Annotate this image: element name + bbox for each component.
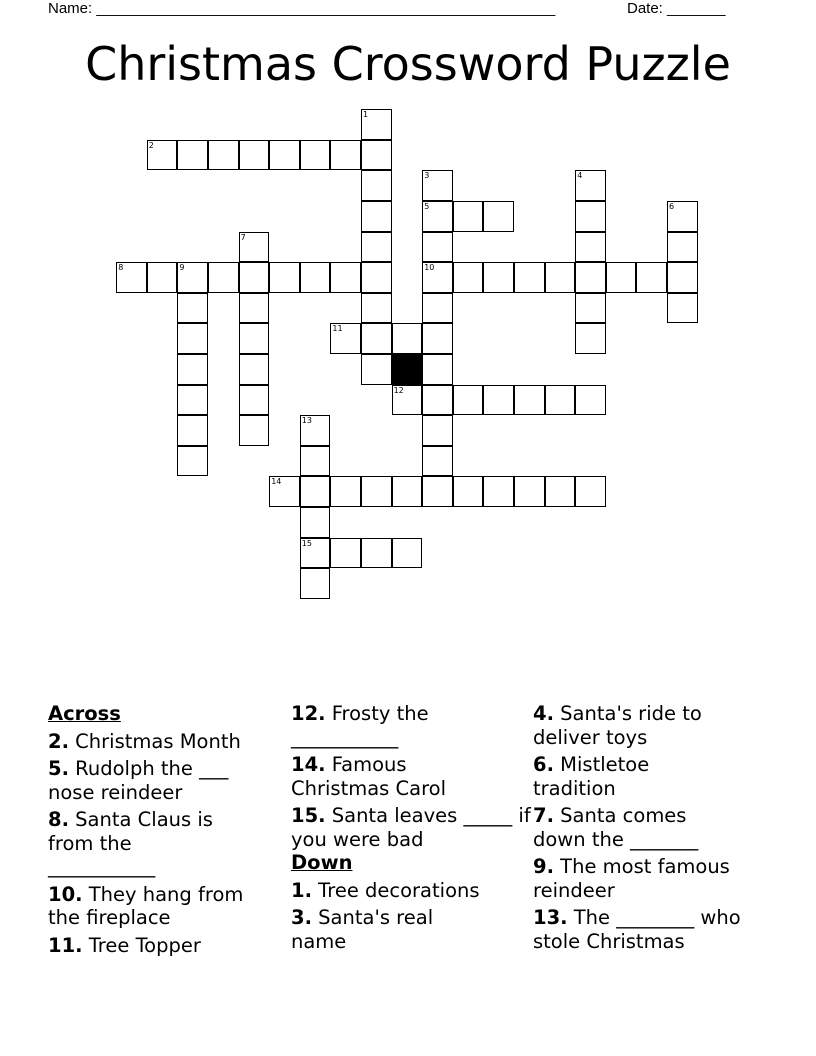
clue-down-9: 9. The most famous reindeer xyxy=(533,855,730,902)
grid-cell[interactable] xyxy=(422,232,453,263)
grid-cell[interactable] xyxy=(361,538,392,569)
date-line[interactable]: _______ xyxy=(667,0,726,17)
grid-cell[interactable] xyxy=(147,140,178,171)
grid-cell[interactable] xyxy=(177,446,208,477)
grid-cell[interactable] xyxy=(422,323,453,354)
grid-cell[interactable] xyxy=(300,446,331,477)
grid-cell[interactable] xyxy=(575,476,606,507)
date-field[interactable] xyxy=(627,0,725,18)
clue-number: 12 xyxy=(393,385,404,395)
grid-cell[interactable] xyxy=(361,170,392,201)
grid-cell[interactable] xyxy=(177,415,208,446)
grid-cell[interactable] xyxy=(177,262,208,293)
clues-column-1 xyxy=(48,702,293,961)
grid-cell[interactable] xyxy=(575,385,606,416)
grid-cell[interactable] xyxy=(575,170,606,201)
grid-cell[interactable] xyxy=(667,232,698,263)
grid-cell[interactable] xyxy=(422,293,453,324)
clue-number: 6 xyxy=(669,202,675,211)
grid-cell[interactable] xyxy=(422,476,453,507)
date-label: Date: xyxy=(627,0,663,17)
grid-cell[interactable] xyxy=(422,446,453,477)
name-field[interactable] xyxy=(48,0,555,18)
grid-cell[interactable] xyxy=(177,354,208,385)
grid-cell[interactable] xyxy=(208,140,239,171)
grid-cell[interactable] xyxy=(514,385,545,416)
grid-cell[interactable] xyxy=(667,201,698,232)
clue-across-14: 14. Famous Christmas Carol xyxy=(291,753,447,800)
grid-cell[interactable] xyxy=(269,262,300,293)
name-label: Name: xyxy=(48,0,93,17)
clues-column-2 xyxy=(291,702,536,957)
grid-cell[interactable] xyxy=(545,262,576,293)
grid-cell[interactable] xyxy=(269,140,300,171)
clue-down-1: 1. Tree decorations xyxy=(291,878,480,902)
grid-cell[interactable] xyxy=(330,140,361,171)
clue-across-11: 11. Tree Topper xyxy=(48,933,201,957)
grid-cell[interactable] xyxy=(361,109,392,140)
grid-cell[interactable] xyxy=(514,262,545,293)
grid-cell[interactable] xyxy=(483,385,514,416)
clue-across-10: 10. They hang from the fireplace xyxy=(48,882,244,929)
across-heading: Across xyxy=(48,702,121,725)
grid-cell[interactable] xyxy=(177,293,208,324)
grid-cell[interactable] xyxy=(208,262,239,293)
grid-cell[interactable] xyxy=(545,385,576,416)
clue-number: 11 xyxy=(332,324,343,334)
clue-down-3: 3. Santa's real name xyxy=(291,906,434,953)
clue-number: 3 xyxy=(424,171,430,181)
clue-down-7: 7. Santa comes down the _______ xyxy=(533,804,699,851)
clue-number: 14 xyxy=(271,477,282,487)
clue-number: 15 xyxy=(301,538,312,548)
grid-cell[interactable] xyxy=(361,201,392,232)
grid-cell[interactable] xyxy=(361,354,392,385)
grid-cell[interactable] xyxy=(667,293,698,324)
clue-down-6: 6. Mistletoe tradition xyxy=(533,753,650,800)
grid-cell[interactable] xyxy=(300,538,331,569)
clue-number: 10 xyxy=(424,263,435,273)
grid-cell[interactable] xyxy=(392,476,423,507)
grid-cell[interactable] xyxy=(300,507,331,538)
grid-cell[interactable] xyxy=(239,385,270,416)
grid-cell[interactable] xyxy=(147,262,178,293)
grid-cell[interactable] xyxy=(392,385,423,416)
grid-cell[interactable] xyxy=(239,262,270,293)
grid-cell[interactable] xyxy=(422,354,453,385)
page-title: Christmas Crossword Puzzle xyxy=(85,37,731,91)
clue-across-2: 2. Christmas Month xyxy=(48,729,241,753)
grid-cell[interactable] xyxy=(239,323,270,354)
grid-cell[interactable] xyxy=(453,262,484,293)
clue-number: 1 xyxy=(363,110,369,120)
grid-cell[interactable] xyxy=(177,323,208,354)
grid-cell[interactable] xyxy=(361,293,392,324)
grid-cell[interactable] xyxy=(300,140,331,171)
clue-number: 4 xyxy=(577,171,583,181)
grid-cell[interactable] xyxy=(361,262,392,293)
clue-number: 5 xyxy=(424,202,430,211)
grid-cell[interactable] xyxy=(575,201,606,232)
grid-cell[interactable] xyxy=(514,476,545,507)
grid-cell[interactable] xyxy=(361,232,392,263)
grid-cell[interactable] xyxy=(575,323,606,354)
grid-cell[interactable] xyxy=(239,354,270,385)
clue-number: 8 xyxy=(118,263,124,273)
grid-cell[interactable] xyxy=(575,262,606,293)
grid-cell[interactable] xyxy=(483,262,514,293)
grid-cell[interactable] xyxy=(575,232,606,263)
grid-cell[interactable] xyxy=(422,385,453,416)
grid-cell[interactable] xyxy=(361,476,392,507)
grid-cell[interactable] xyxy=(300,262,331,293)
grid-cell[interactable] xyxy=(392,323,423,354)
clue-across-5: 5. Rudolph the ___ nose reindeer xyxy=(48,757,229,804)
grid-cell[interactable] xyxy=(422,201,453,232)
grid-cell[interactable] xyxy=(269,476,300,507)
grid-cell[interactable] xyxy=(483,201,514,232)
grid-cell[interactable] xyxy=(330,323,361,354)
clue-across-8: 8. Santa Claus is from the ___________ xyxy=(48,808,213,878)
grid-cell[interactable] xyxy=(422,415,453,446)
clue-number: 2 xyxy=(148,140,154,150)
grid-cell[interactable] xyxy=(545,476,576,507)
grid-cell[interactable] xyxy=(453,201,484,232)
grid-cell[interactable] xyxy=(667,262,698,293)
grid-cell[interactable] xyxy=(483,476,514,507)
grid-cell[interactable] xyxy=(330,262,361,293)
grid-cell[interactable] xyxy=(453,476,484,507)
grid-cell[interactable] xyxy=(422,262,453,293)
grid-cell[interactable] xyxy=(361,140,392,171)
clue-across-12: 12. Frosty the ___________ xyxy=(291,702,429,749)
grid-cell[interactable] xyxy=(300,476,331,507)
blocked-cell xyxy=(392,354,423,385)
grid-cell[interactable] xyxy=(116,262,147,293)
clue-down-13: 13. The ________ who stole Christmas xyxy=(533,906,741,953)
grid-cell[interactable] xyxy=(575,293,606,324)
grid-cell[interactable] xyxy=(239,140,270,171)
grid-cell[interactable] xyxy=(361,323,392,354)
clue-across-15: 15. Santa leaves _____ if you were bad xyxy=(291,804,531,851)
grid-cell[interactable] xyxy=(300,415,331,446)
clue-number: 9 xyxy=(179,263,185,273)
grid-cell[interactable] xyxy=(422,170,453,201)
grid-cell[interactable] xyxy=(239,232,270,263)
clue-down-4: 4. Santa's ride to deliver toys xyxy=(533,702,702,749)
name-line[interactable]: _______________________________________________________ xyxy=(96,0,556,17)
down-heading: Down xyxy=(291,851,353,874)
grid-cell[interactable] xyxy=(606,262,637,293)
clues-column-3 xyxy=(533,702,778,957)
grid-cell[interactable] xyxy=(330,476,361,507)
grid-cell[interactable] xyxy=(453,385,484,416)
clue-number: 7 xyxy=(240,232,246,242)
clue-number: 13 xyxy=(301,416,312,426)
grid-cell[interactable] xyxy=(177,140,208,171)
grid-cell[interactable] xyxy=(239,415,270,446)
grid-cell[interactable] xyxy=(300,568,331,599)
grid-cell[interactable] xyxy=(177,385,208,416)
grid-cell[interactable] xyxy=(330,538,361,569)
grid-cell[interactable] xyxy=(392,538,423,569)
grid-cell[interactable] xyxy=(636,262,667,293)
grid-cell[interactable] xyxy=(239,293,270,324)
